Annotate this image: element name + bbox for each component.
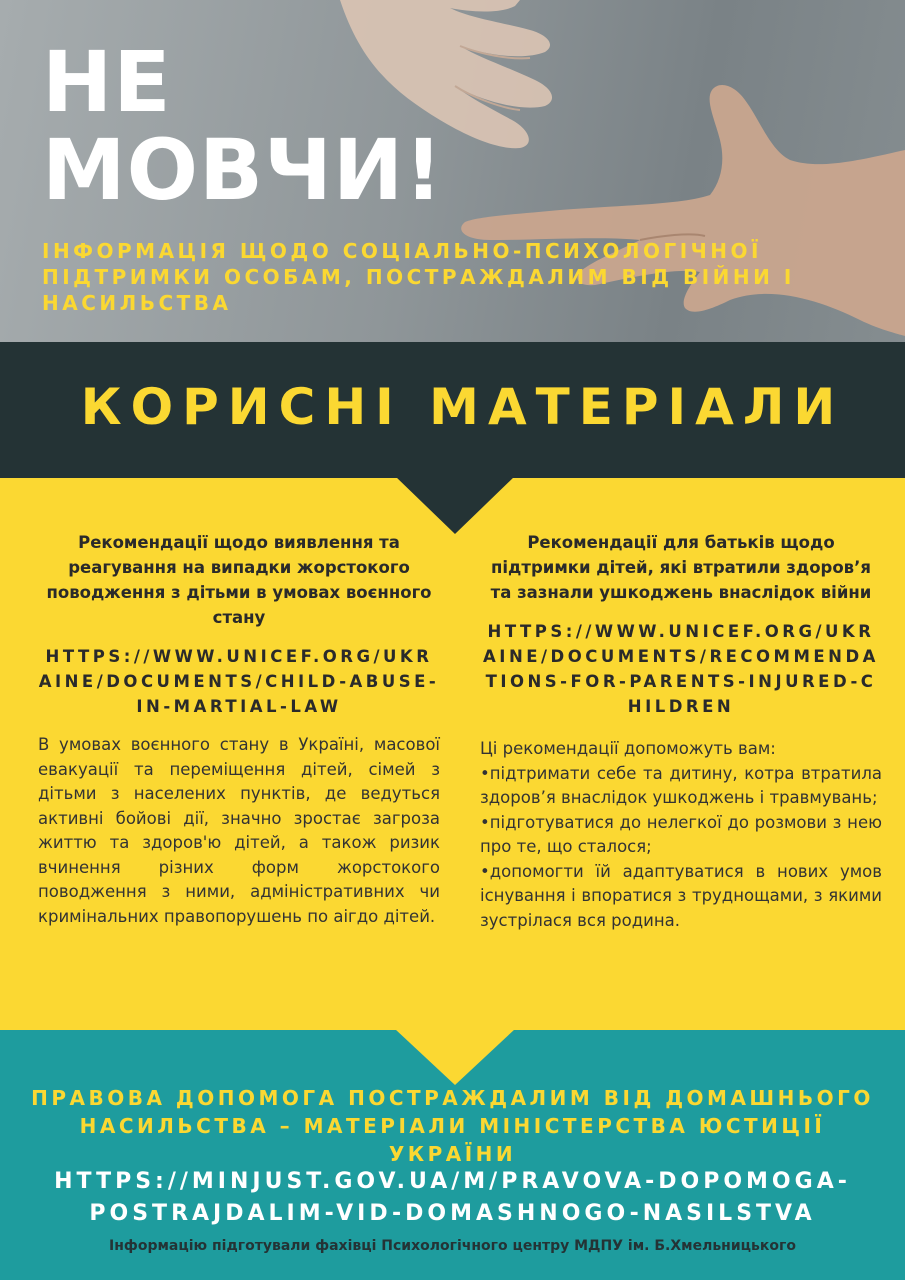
- right-column-heading: Рекомендації для батьків щодо підтримки дітей, які втратили здоров’я та зазнали ушкоджень внаслідок війни: [490, 533, 872, 602]
- footer-credit: Інформацію підготували фахівці Психологічного центру МДПУ ім. Б.Хмельницького: [109, 1238, 796, 1254]
- list-item: •підтримати себе та дитину, котра втратила здоров’я внаслідок ушкоджень і травмувань;: [480, 763, 882, 807]
- left-column-text: В умовах воєнного стану в Україні, масової евакуації та переміщення дітей, сімей з дітьми з населених пунктів, де ведуться активні бойові дії, значно зростає загроза життю та здоров'ю дітей, а також ризик вчинення різних форм жорстокого поводження з ними, адміністративних чи кримінальних правопорушень по аігдо дітей.: [38, 735, 440, 926]
- hero-title: НЕ МОВЧИ!: [42, 33, 444, 219]
- right-column-text: [480, 737, 882, 933]
- hero-banner: [0, 0, 905, 342]
- minjust-legal-help-link[interactable]: HTTPS://MINJUST.GOV.UA/M/PRAVOVA-DOPOMOGA-POSTRAJDALIM-VID-DOMASHNOGO-NASILSTVA: [54, 1169, 851, 1226]
- unicef-child-abuse-link[interactable]: HTTPS://WWW.UNICEF.ORG/UKRAINE/DOCUMENTS/CHILD-ABUSE-IN-MARTIAL-LAW: [38, 647, 440, 716]
- legal-help-title: ПРАВОВА ДОПОМОГА ПОСТРАЖДАЛИМ ВІД ДОМАШНЬОГО НАСИЛЬСТВА – МАТЕРІАЛИ МІНІСТЕРСТВА ЮСТИЦІЇ УКРАЇНИ: [31, 1086, 874, 1166]
- hero-subtitle: ІНФОРМАЦІЯ ЩОДО СОЦІАЛЬНО-ПСИХОЛОГІЧНОЇ ПІДТРИМКИ ОСОБАМ, ПОСТРАЖДАЛИМ ВІД ВІЙНИ І НАСИЛЬСТВА: [42, 239, 795, 315]
- right-column-intro: Ці рекомендації допоможуть вам:: [480, 739, 776, 758]
- left-column: [38, 530, 440, 929]
- left-column-heading: Рекомендації щодо виявлення та реагування на випадки жорстокого поводження з дітьми в умовах воєнного стану: [46, 533, 432, 627]
- right-column: [480, 530, 882, 933]
- unicef-injured-children-link[interactable]: HTTPS://WWW.UNICEF.ORG/UKRAINE/DOCUMENTS/RECOMMENDATIONS-FOR-PARENTS-INJURED-CHILDREN: [483, 622, 879, 716]
- legal-help-notch: [395, 1029, 515, 1085]
- list-item: •підготуватися до нелегкої до розмови з нею про те, що сталося;: [480, 812, 882, 856]
- list-item: •допомогти їй адаптуватися в нових умов існування і впоратися з труднощами, з якими зустрілася вся родина.: [480, 861, 882, 930]
- section-header-notch: [395, 476, 515, 534]
- section-title: КОРИСНІ МАТЕРІАЛИ: [80, 378, 845, 436]
